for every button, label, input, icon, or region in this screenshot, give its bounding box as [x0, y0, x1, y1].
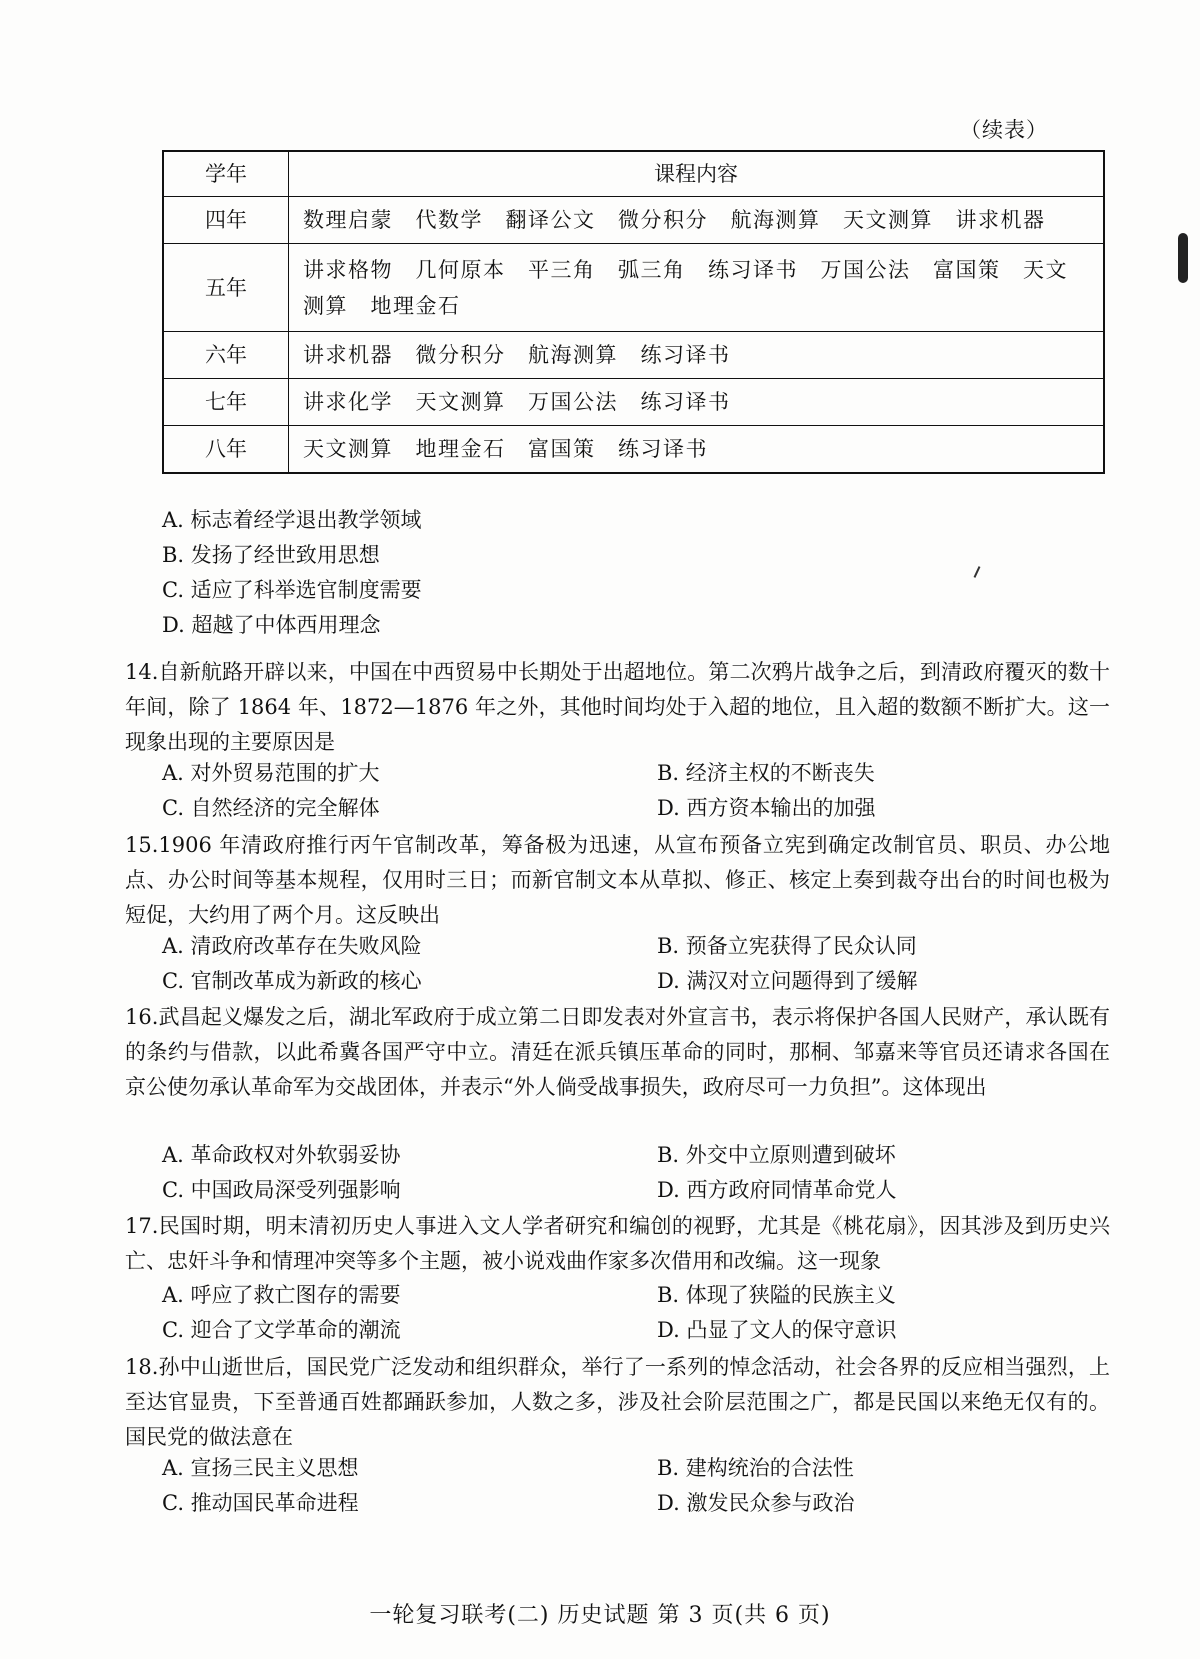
- table-row: [163, 379, 1104, 426]
- table-cell-year: 八年: [163, 426, 289, 473]
- question-text: 民国时期，明末清初历史人事进入文人学者研究和编创的视野，尤其是《桃花扇》，因其涉及到历史兴亡、忠奸斗争和情理冲突等多个主题，被小说戏曲作家多次借用和改编。这一现象: [125, 1214, 1110, 1273]
- table-cell-content: 讲求机器 微分积分 航海测算 练习译书: [289, 332, 1105, 379]
- question-text: 自新航路开辟以来，中国在中西贸易中长期处于出超地位。第二次鸦片战争之后，到清政府覆灭的数十年间，除了 1864 年、1872—1876 年之外，其他时间均处于入超的地位，且入超的数额不断扩大。这一现象出现的主要原因是: [125, 660, 1110, 754]
- page-footer: 一轮复习联考(二) 历史试题 第 3 页(共 6 页): [369, 1603, 831, 1628]
- question-number: 15.: [125, 833, 159, 857]
- q18-option-d: D. 激发民众参与政治: [657, 1491, 855, 1515]
- pen-mark: [974, 566, 981, 578]
- table-cell-content: 讲求化学 天文测算 万国公法 练习译书: [289, 379, 1105, 426]
- table-row: [163, 244, 1104, 332]
- q15-option-c: C. 官制改革成为新政的核心: [162, 969, 422, 993]
- q14-option-a: A. 对外贸易范围的扩大: [162, 761, 380, 785]
- question-17-stem: [125, 1209, 1110, 1279]
- question-text: 孙中山逝世后，国民党广泛发动和组织群众，举行了一系列的悼念活动，社会各界的反应相当强烈，上至达官显贵，下至普通百姓都踊跃参加，人数之多，涉及社会阶层范围之广，都是民国以来绝无仅有的。国民党的做法意在: [125, 1355, 1110, 1449]
- question-text: 1906 年清政府推行丙午官制改革，筹备极为迅速，从宣布预备立宪到确定改制官员、职员、办公地点、办公时间等基本规程，仅用时三日；而新官制文本从草拟、修正、核定上奏到裁夺出台的时间也极为短促，大约用了两个月。这反映出: [125, 833, 1110, 927]
- question-number: 17.: [125, 1214, 159, 1238]
- q17-option-c: C. 迎合了文学革命的潮流: [162, 1318, 401, 1342]
- table-cell-content: 数理启蒙 代数学 翻译公文 微分积分 航海测算 天文测算 讲求机器: [289, 197, 1105, 244]
- question-15-stem: [125, 828, 1110, 933]
- table-row: [163, 426, 1104, 473]
- question-18-stem: [125, 1350, 1110, 1455]
- q16-option-b: B. 外交中立原则遭到破坏: [657, 1143, 896, 1167]
- question-text: 武昌起义爆发之后，湖北军政府于成立第二日即发表对外宣言书，表示将保护各国人民财产，承认既有的条约与借款，以此希冀各国严守中立。清廷在派兵镇压革命的同时，那桐、邹嘉来等官员还请求各国在京公使勿承认革命军为交战团体，并表示“外人倘受战事损失，政府尽可一力负担”。这体现出: [125, 1005, 1110, 1099]
- q15-option-a: A. 清政府改革存在失败风险: [162, 934, 422, 958]
- table-cell-year: 五年: [163, 244, 289, 332]
- q18-option-c: C. 推动国民革命进程: [162, 1491, 359, 1515]
- q15-option-d: D. 满汉对立问题得到了缓解: [657, 969, 918, 993]
- table-row: [163, 197, 1104, 244]
- table-cell-content: 天文测算 地理金石 富国策 练习译书: [289, 426, 1105, 473]
- header-year: 学年: [163, 151, 289, 197]
- table-cell-year: 六年: [163, 332, 289, 379]
- q18-option-a: A. 宣扬三民主义思想: [162, 1456, 359, 1480]
- q15-option-b: B. 预备立宪获得了民众认同: [657, 934, 917, 958]
- table-header-row: [163, 151, 1104, 197]
- table-cell-content: 讲求格物 几何原本 平三角 弧三角 练习译书 万国公法 富国策 天文测算 地理金石: [289, 244, 1105, 332]
- q14-option-b: B. 经济主权的不断丧失: [657, 761, 875, 785]
- table-cell-year: 四年: [163, 197, 289, 244]
- scan-mark: [1178, 233, 1188, 283]
- q16-option-a: A. 革命政权对外软弱妥协: [162, 1143, 401, 1167]
- header-content: 课程内容: [289, 151, 1105, 197]
- question-16-stem: [125, 1000, 1110, 1105]
- question-number: 14.: [125, 660, 159, 684]
- q18-option-b: B. 建构统治的合法性: [657, 1456, 854, 1480]
- q17-option-b: B. 体现了狭隘的民族主义: [657, 1283, 896, 1307]
- continued-table-label: （续表）: [960, 118, 1048, 142]
- table-row: [163, 332, 1104, 379]
- q16-option-c: C. 中国政局深受列强影响: [162, 1178, 401, 1202]
- table-cell-year: 七年: [163, 379, 289, 426]
- q16-option-d: D. 西方政府同情革命党人: [657, 1178, 897, 1202]
- q17-option-d: D. 凸显了文人的保守意识: [657, 1318, 897, 1342]
- curriculum-table: [162, 150, 1105, 474]
- question-number: 18.: [125, 1355, 159, 1379]
- q13-option-b: B. 发扬了经世致用思想: [162, 543, 380, 567]
- q17-option-a: A. 呼应了救亡图存的需要: [162, 1283, 401, 1307]
- q13-option-c: C. 适应了科举选官制度需要: [162, 578, 422, 602]
- q14-option-d: D. 西方资本输出的加强: [657, 796, 876, 820]
- question-14-stem: [125, 655, 1110, 760]
- q13-option-d: D. 超越了中体西用理念: [162, 613, 381, 637]
- question-number: 16.: [125, 1005, 159, 1029]
- q13-option-a: A. 标志着经学退出教学领域: [162, 508, 422, 532]
- q14-option-c: C. 自然经济的完全解体: [162, 796, 380, 820]
